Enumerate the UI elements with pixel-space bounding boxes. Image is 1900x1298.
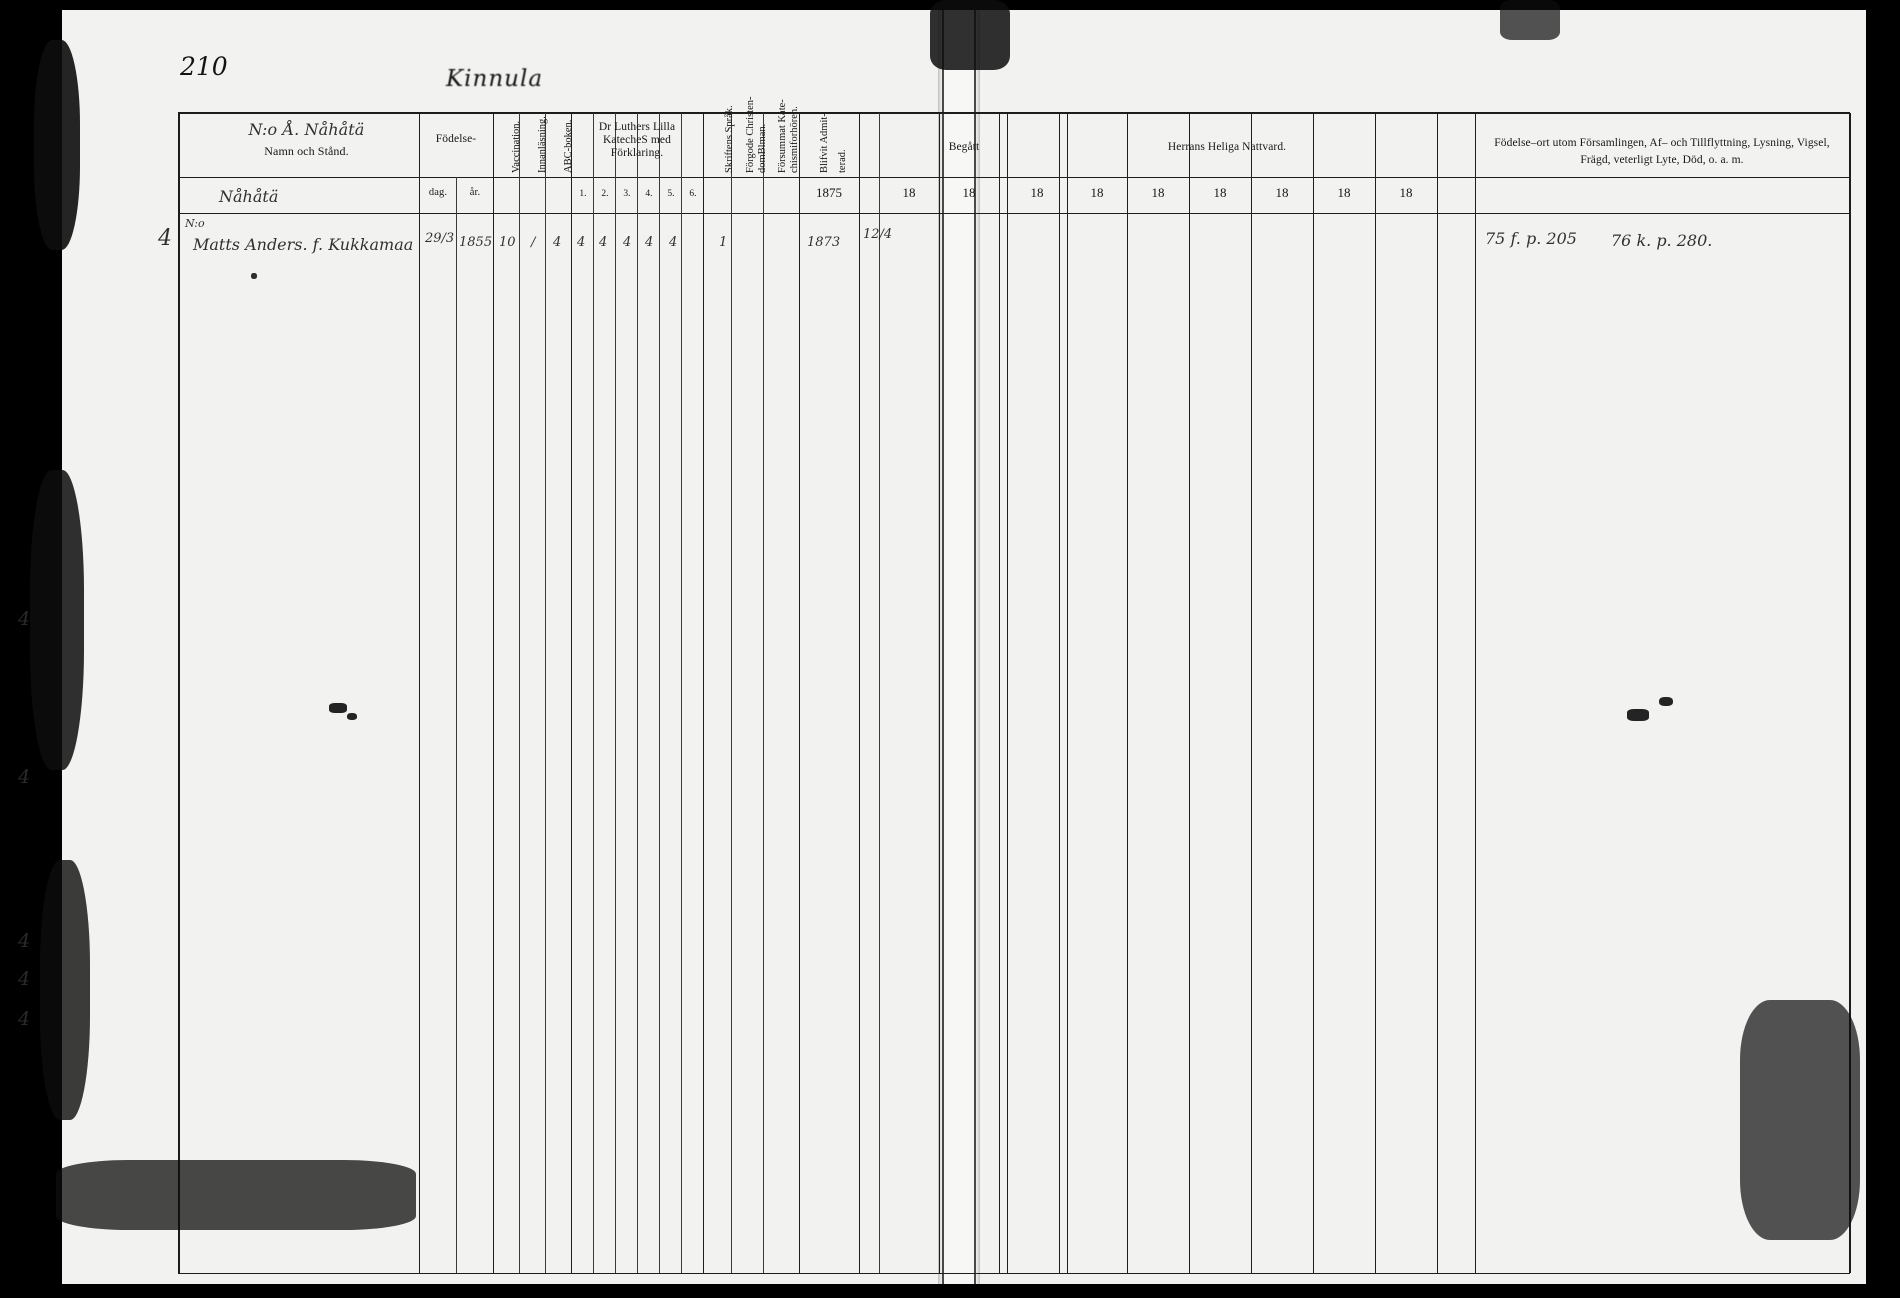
column-header-begatt: Begått (948, 141, 980, 153)
notes-line1: Födelse–ort utom Församlingen, Af– och Tillflyttning, Lysning, Vigsel, (1494, 137, 1830, 149)
katekes-part-6: 6. (689, 189, 697, 199)
margin-mark-5: 4 (18, 1008, 31, 1030)
scan-smudge-4 (56, 1160, 416, 1230)
column-header-admitted-1: Blifvit Admit- (819, 113, 830, 173)
column-header-abcboken: ABC-boken. (563, 119, 574, 173)
entry-reading-mark-1: / (531, 235, 536, 250)
entry-note-left: 75 f. p. 205 (1485, 229, 1577, 248)
entry-note-right: 76 k. p. 280. (1611, 231, 1713, 250)
entry-reading-mark-3: 4 (577, 235, 586, 250)
column-header-birth: Födelse- (435, 133, 477, 145)
scan-smudge-7 (1500, 0, 1560, 40)
column-header-vaccination: Vaccination. (511, 120, 522, 173)
page-number: 210 (180, 52, 228, 81)
year-cell-right-2: 18 (1090, 185, 1104, 200)
entry-reading-mark-7: 4 (669, 235, 678, 250)
katekes-part-5: 5. (667, 189, 675, 199)
entry-birth-day: 29/3 (425, 231, 455, 246)
column-header-skriftens-sprak: Skriftens Språk. (724, 105, 735, 173)
scan-smudge-3 (40, 860, 90, 1120)
entry-vaccination-mark: 10 (499, 235, 516, 250)
ink-blot-right (1627, 709, 1649, 721)
entry-reading-mark-2: 4 (553, 235, 562, 250)
margin-mark-1: 4 (18, 608, 31, 630)
katekes-part-3: 3. (623, 189, 631, 199)
year-cell-left-2: 18 (902, 185, 916, 200)
year-cell-right-4: 18 (1213, 185, 1227, 200)
year-cell-right-3: 18 (1151, 185, 1165, 200)
village-heading: Kinnula (446, 66, 544, 92)
entry-reading-mark-4: 4 (599, 235, 608, 250)
column-header-name (199, 121, 414, 158)
entry-prefix-note: N:o (185, 217, 205, 230)
column-header-birth-day: dag. (428, 187, 448, 198)
scan-edge-bottom (0, 1284, 1900, 1298)
scan-smudge-6 (930, 0, 1010, 70)
year-cell-right-1: 18 (1030, 185, 1044, 200)
column-header-katekes (573, 121, 701, 160)
margin-mark-4: 4 (18, 968, 31, 990)
entry-admitted-year: 1873 (807, 235, 841, 250)
name-header-printed: Namn och Stånd. (264, 143, 349, 158)
year-cell-right-6: 18 (1337, 185, 1351, 200)
scan-smudge-5 (1740, 1000, 1860, 1240)
column-header-katechism-1: Försummat Kate- (777, 99, 788, 173)
entry-birth-year: 1855 (459, 235, 493, 250)
katekes-line1: Dr Luthers Lilla (598, 121, 676, 133)
entry-row-number: 4 (158, 226, 172, 251)
katekes-part-2: 2. (601, 189, 609, 199)
entry-name: Matts Anders. f. Kukkamaa (193, 235, 414, 254)
column-header-katechism-2: chismiforhören. (789, 106, 800, 173)
column-header-innanlasning: Innanläsning. (537, 116, 548, 173)
year-cell-right-7: 18 (1399, 185, 1413, 200)
year-cell-left-1: 1875 (816, 185, 842, 200)
margin-mark-3: 4 (18, 930, 31, 952)
entry-language-mark: 1 (719, 235, 728, 250)
katekes-part-4: 4. (645, 189, 653, 199)
paper-sheet (58, 4, 1870, 1289)
column-header-notes (1479, 135, 1845, 170)
name-header-handwritten: N:o Å. Nåhåtä (248, 120, 365, 139)
ink-blot-left (329, 703, 347, 713)
column-header-admitted-2: terad. (837, 149, 848, 173)
name-header-handwritten-2: Nåhåtä (219, 187, 279, 206)
ink-dot (251, 273, 257, 279)
entry-communion-mark: 12/4 (863, 227, 893, 242)
year-cell-left-3: 18 (962, 185, 976, 200)
column-header-herrans: Herrans Heliga Nattvard. (1167, 141, 1287, 153)
ink-blot-left-2 (347, 713, 357, 720)
ink-blot-right-2 (1659, 697, 1673, 706)
year-cell-right-5: 18 (1275, 185, 1289, 200)
scan-smudge-2 (30, 470, 84, 770)
entry-reading-mark-6: 4 (645, 235, 654, 250)
notes-line2: Frägd, veterligt Lyte, Död, o. a. m. (1580, 154, 1744, 167)
katekes-line3: Förklaring. (610, 146, 664, 159)
column-header-chrisendom-2: domBlman. (757, 123, 768, 173)
entry-reading-mark-5: 4 (623, 235, 632, 250)
column-header-birth-year: år. (469, 187, 481, 198)
scan-smudge-1 (34, 40, 80, 250)
katekes-part-1: 1. (579, 189, 587, 199)
ledger-table (178, 96, 1850, 1274)
scan-edge-right (1866, 0, 1900, 1298)
margin-mark-2: 4 (18, 766, 31, 788)
katekes-line2: KatecheS med (603, 133, 671, 146)
column-header-chrisendom-1: Förgode Christen- (745, 96, 756, 173)
